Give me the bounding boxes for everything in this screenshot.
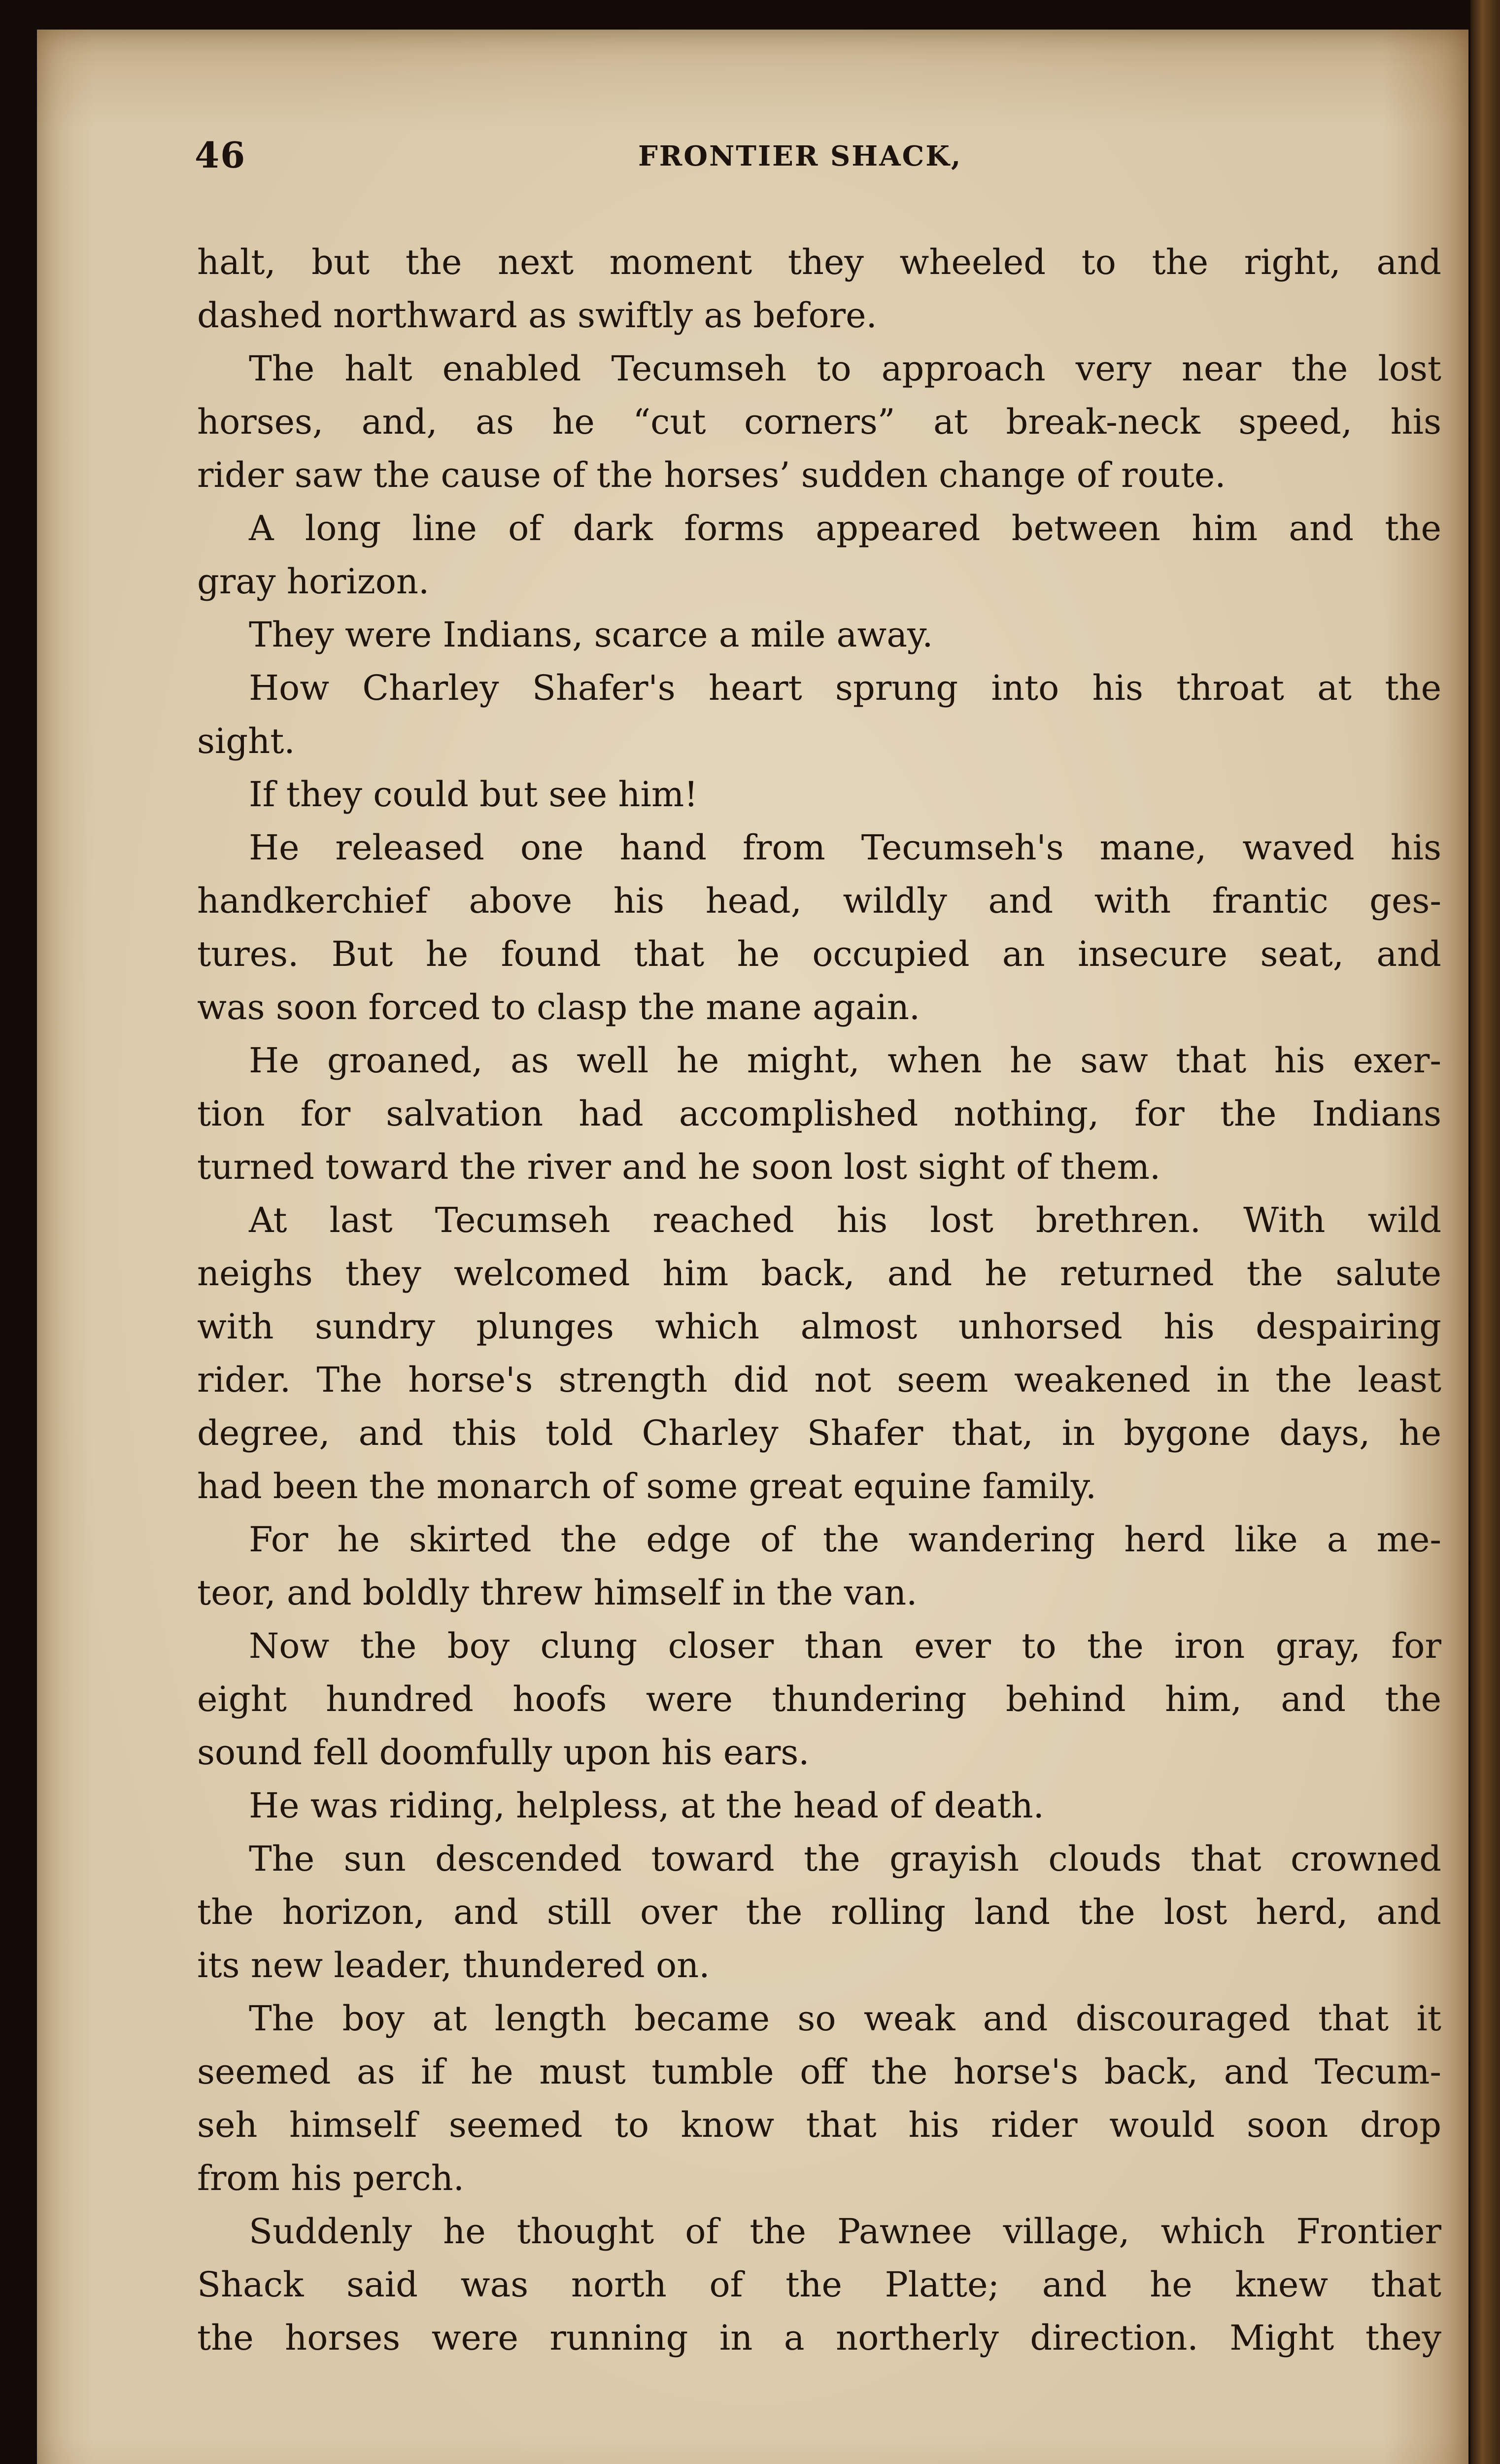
text-line: rider. The horse's strength did not seem weakened in the least [197, 1360, 1441, 1400]
text-line: neighs they welcomed him back, and he returned the salute [197, 1253, 1441, 1294]
text-line: He released one hand from Tecumseh's mane, waved his [249, 827, 1441, 868]
text-line: He groaned, as well he might, when he saw that his exer- [249, 1040, 1441, 1081]
text-line: seemed as if he must tumble off the horse's back, and Tecum- [197, 2052, 1441, 2092]
book-spine-edge [1470, 0, 1500, 2464]
text-line: had been the monarch of some great equine family. [197, 1466, 1097, 1506]
text-line: was soon forced to clasp the mane again. [197, 987, 920, 1027]
text-line: degree, and this told Charley Shafer that, in bygone days, he [197, 1413, 1441, 1453]
text-line: seh himself seemed to know that his rider would soon drop [197, 2105, 1441, 2145]
text-line: from his perch. [197, 2158, 465, 2198]
text-line: sound fell doomfully upon his ears. [197, 1732, 810, 1773]
text-line: How Charley Shafer's heart sprung into his throat at the [249, 668, 1441, 708]
body-text [197, 236, 1441, 2364]
text-line: They were Indians, scarce a mile away. [249, 615, 933, 655]
text-line: Suddenly he thought of the Pawnee village, which Frontier [249, 2211, 1441, 2252]
text-line: turned toward the river and he soon lost sight of them. [197, 1147, 1161, 1187]
running-head-title: FRONTIER SHACK, [638, 140, 962, 172]
text-line: The boy at length became so weak and discouraged that it [249, 1998, 1441, 2039]
text-line: horses, and, as he “cut corners” at break-neck speed, his [197, 402, 1441, 442]
text-line: gray horizon. [197, 561, 430, 602]
text-line: tures. But he found that he occupied an insecure seat, and [197, 934, 1441, 974]
text-line: For he skirted the edge of the wandering herd like a me- [249, 1519, 1441, 1560]
text-line: Now the boy clung closer than ever to the iron gray, for [249, 1626, 1441, 1666]
text-line: eight hundred hoofs were thundering behind him, and the [197, 1679, 1441, 1719]
text-line: At last Tecumseh reached his lost brethren. With wild [249, 1200, 1441, 1240]
text-line: its new leader, thundered on. [197, 1945, 710, 1985]
text-line: the horizon, and still over the rolling land the lost herd, and [197, 1892, 1441, 1932]
text-line: rider saw the cause of the horses’ sudden change of route. [197, 455, 1226, 495]
running-head [195, 134, 1444, 188]
text-line: halt, but the next moment they wheeled to the right, and [197, 242, 1441, 282]
text-line: dashed northward as swiftly as before. [197, 295, 877, 336]
text-line: handkerchief above his head, wildly and with frantic ges- [197, 881, 1441, 921]
text-line: A long line of dark forms appeared between him and the [249, 508, 1441, 548]
text-line: teor, and boldly threw himself in the van. [197, 1573, 918, 1613]
text-line: Shack said was north of the Platte; and he knew that [197, 2264, 1441, 2305]
page-number: 46 [195, 134, 246, 176]
text-line: The halt enabled Tecumseh to approach very near the lost [249, 348, 1441, 389]
text-line: He was riding, helpless, at the head of death. [249, 1785, 1044, 1826]
text-line: If they could but see him! [249, 774, 698, 815]
text-line: tion for salvation had accomplished nothing, for the Indians [197, 1094, 1441, 1134]
text-line: with sundry plunges which almost unhorsed his despairing [197, 1306, 1441, 1347]
text-line: the horses were running in a northerly direction. Might they [197, 2318, 1441, 2358]
text-line: sight. [197, 721, 295, 761]
text-line: The sun descended toward the grayish clouds that crowned [249, 1839, 1441, 1879]
